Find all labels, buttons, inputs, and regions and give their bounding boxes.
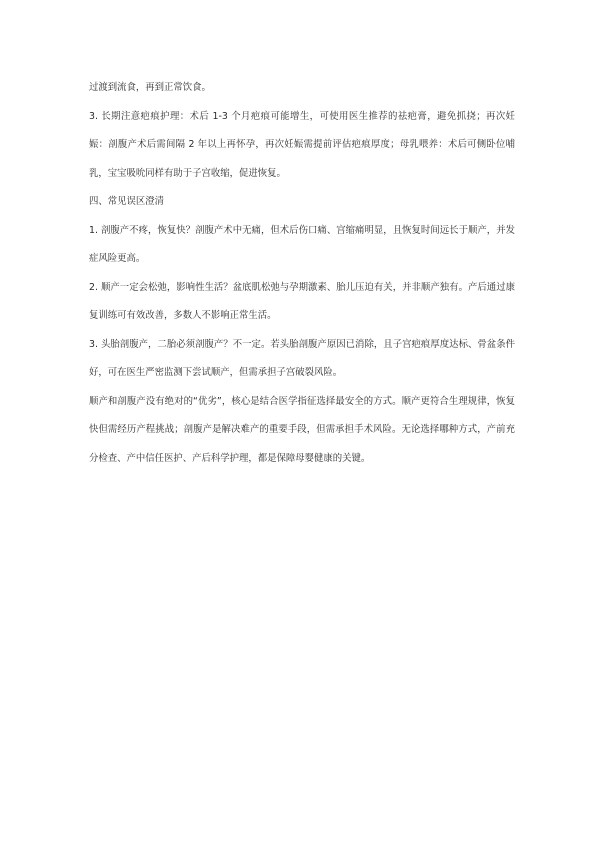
conclusion-paragraph: 顺产和剖腹产没有绝对的“优劣”，核心是结合医学指征选择最安全的方式。顺产更符合生理规律，恢复快但需经历产程挑战；剖腹产是解决难产的重要手段，但需承担手术风险。无论选择哪种方式，产前充分检查、产中信任医护、产后科学护理，都是保障母婴健康的关键。 [89,395,515,464]
paragraph: 1. 剖腹产不疼，恢复快？剖腹产术中无痛，但术后伤口痛、宫缩痛明显，且恢复时间远长于顺产，并发症风险更高。 [89,224,515,264]
document-body [89,74,515,473]
paragraph: 过渡到流食，再到正常饮食。 [89,82,211,93]
paragraph: 3. 长期注意疤痕护理：术后 1-3 个月疤痕可能增生，可使用医生推荐的祛疤膏，避免抓挠；再次妊娠：剖腹产术后需间隔 2 年以上再怀孕，再次妊娠需提前评估疤痕厚度；母乳喂养：术后可侧卧位哺乳，宝宝吸吮同样有助于子宫收缩，促进恢复。 [89,110,515,179]
paragraph: 3. 头胎剖腹产，二胎必须剖腹产？不一定。若头胎剖腹产原因已消除，且子宫疤痕厚度达标、骨盆条件好，可在医生严密监测下尝试顺产，但需承担子宫破裂风险。 [89,338,515,378]
section-heading: 四、常见误区澄清 [89,196,165,207]
paragraph: 2. 顺产一定会松弛，影响性生活？盆底肌松弛与孕期激素、胎儿压迫有关，并非顺产独有。产后通过康复训练可有效改善，多数人不影响正常生活。 [89,281,515,321]
